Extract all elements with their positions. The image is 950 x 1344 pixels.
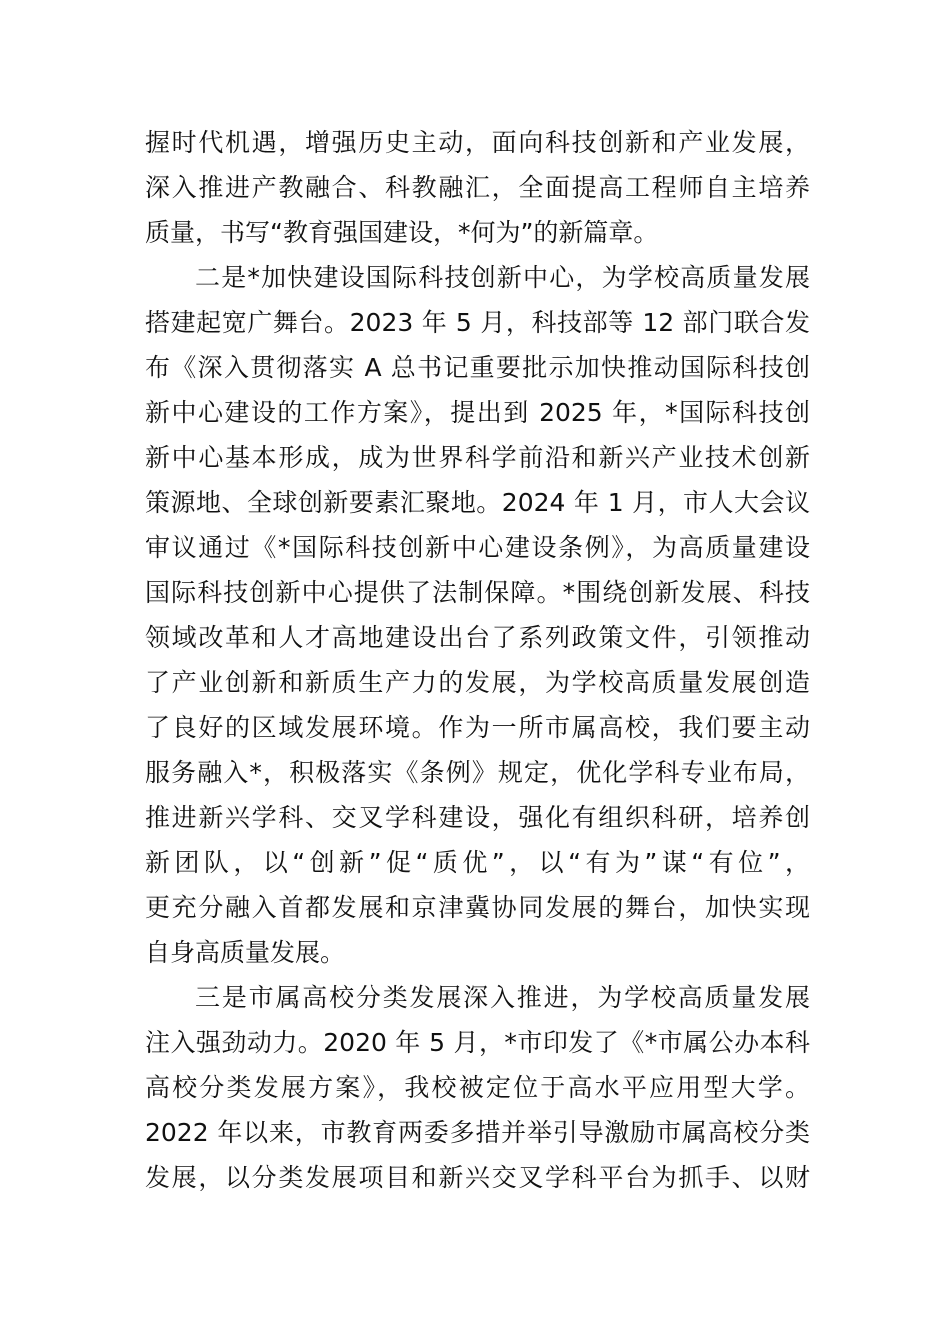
text-line: 了产业创新和新质生产力的发展，为学校高质量发展创造 bbox=[145, 668, 810, 697]
text-line: 领域改革和人才高地建设出台了系列政策文件，引领推动 bbox=[145, 623, 810, 652]
text-line: 新团队，以“创新”促“质优”，以“有为”谋“有位”， bbox=[145, 848, 810, 877]
text-line: 更充分融入首都发展和京津冀协同发展的舞台，加快实现 bbox=[145, 893, 810, 922]
paragraph bbox=[145, 975, 810, 1200]
text-line: 发展，以分类发展项目和新兴交叉学科平台为抓手、以财 bbox=[145, 1163, 810, 1192]
text-line: 审议通过《*国际科技创新中心建设条例》，为高质量建设 bbox=[145, 533, 810, 562]
text-line: 新中心基本形成，成为世界科学前沿和新兴产业技术创新 bbox=[145, 443, 810, 472]
text-line: 策源地、全球创新要素汇聚地。2024 年 1 月，市人大会议 bbox=[145, 488, 810, 517]
text-line: 推进新兴学科、交叉学科建设，强化有组织科研，培养创 bbox=[145, 803, 810, 832]
text-line: 深入推进产教融合、科教融汇，全面提高工程师自主培养 bbox=[145, 173, 810, 202]
text-line: 了良好的区域发展环境。作为一所市属高校，我们要主动 bbox=[145, 713, 810, 742]
text-line: 服务融入*，积极落实《条例》规定，优化学科专业布局， bbox=[145, 758, 810, 787]
paragraph bbox=[145, 120, 810, 255]
paragraph bbox=[145, 255, 810, 975]
text-line: 布《深入贯彻落实 A 总书记重要批示加快推动国际科技创 bbox=[145, 353, 810, 382]
text-line: 2022 年以来，市教育两委多措并举引导激励市属高校分类 bbox=[145, 1118, 810, 1147]
text-line: 质量，书写“教育强国建设，*何为”的新篇章。 bbox=[145, 218, 659, 247]
document-body bbox=[145, 120, 810, 1200]
text-line: 搭建起宽广舞台。2023 年 5 月，科技部等 12 部门联合发 bbox=[145, 308, 810, 337]
text-line: 注入强劲动力。2020 年 5 月，*市印发了《*市属公办本科 bbox=[145, 1028, 810, 1057]
text-line: 高校分类发展方案》，我校被定位于高水平应用型大学。 bbox=[145, 1073, 810, 1102]
text-line: 新中心建设的工作方案》，提出到 2025 年，*国际科技创 bbox=[145, 398, 810, 427]
text-line: 三是市属高校分类发展深入推进，为学校高质量发展 bbox=[195, 983, 810, 1012]
text-line: 国际科技创新中心提供了法制保障。*围绕创新发展、科技 bbox=[145, 578, 810, 607]
text-line: 握时代机遇，增强历史主动，面向科技创新和产业发展， bbox=[145, 128, 810, 157]
text-line: 二是*加快建设国际科技创新中心，为学校高质量发展 bbox=[195, 263, 810, 292]
text-line: 自身高质量发展。 bbox=[145, 938, 346, 967]
